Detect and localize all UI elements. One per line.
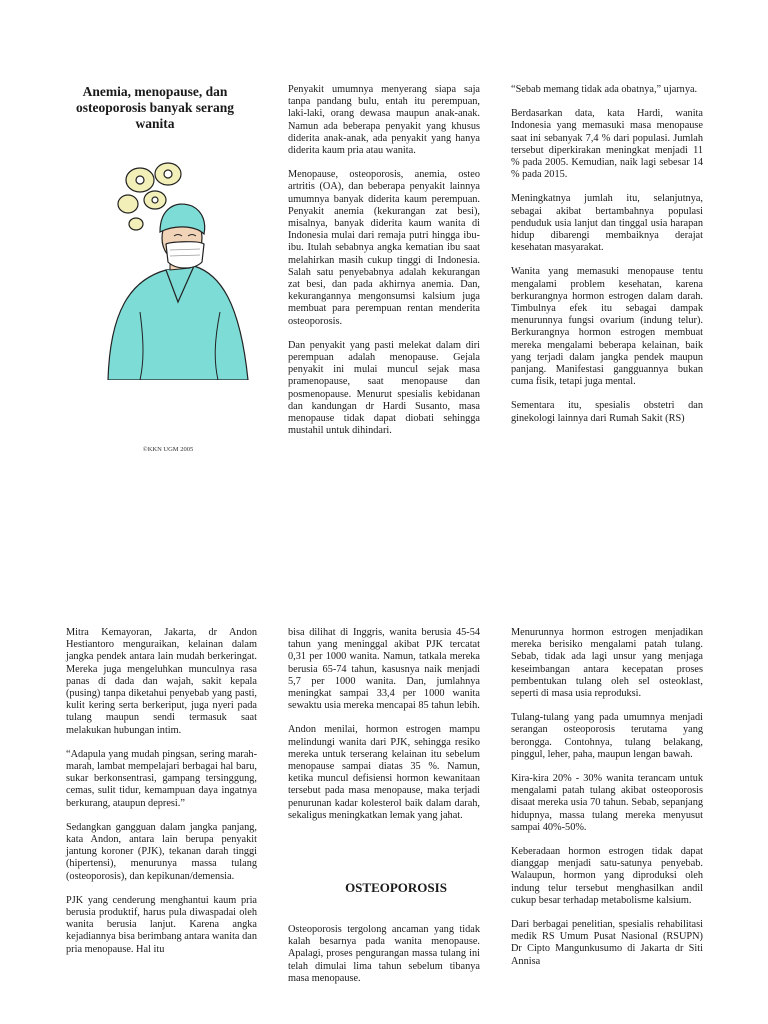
top-column-2 bbox=[288, 84, 480, 449]
paragraph: Dan penyakit yang pasti melekat dalam diri perempuan adalah menopause. Gejala penyakit ini mulai muncul sejak masa pramenopause, saat menopause dan posmenopause. Menurut spesialis kebidanan dan kandungan dr Hardi Susanto, masa menopause tidak dapat diobati sehingga mustahil untuk dihindari. bbox=[288, 339, 480, 437]
paragraph: Mitra Kemayoran, Jakarta, dr Andon Hestiantoro menguraikan, kelainan dalam jangka pendek antara lain mudah berkeringat. Mereka juga mengeluhkan munculnya rasa panas di dada dan wajah, sakit kepala (pusing) tanpa diketahui penyebab yang pasti, kulit kering serta berkeriput, juga nyeri pada tulang maupun sendi termasuk saat melakukan hubungan intim. bbox=[66, 627, 257, 736]
paragraph: bisa dilihat di Inggris, wanita berusia 45-54 tahun yang meninggal akibat PJK tercatat 0,31 per 1000 wanita. Namun, tatkala mereka berusia 65-74 tahun, kasusnya naik menjadi 5,7 per 1000 wanita. Dan, jumlahnya meningkat sampai 33,4 per 1000 wanita sewaktu usia mereka mencapai 85 tahun lebih. bbox=[288, 627, 480, 712]
paragraph: PJK yang cenderung menghantui kaum pria berusia produktif, harus pula diwaspadai oleh wanita berusia lanjut. Karena angka kejadiannya bisa berimbang antara wanita dan pria menopause. Hal itu bbox=[66, 894, 257, 955]
paragraph: Menopause, osteoporosis, anemia, osteo artritis (OA), dan beberapa penyakit lainnya umumnya banyak diderita kaum perempuan. Penyakit anemia (kekurangan zat besi), misalnya, banyak diderita kaum wanita di Indonesia mulai dari remaja putri hingga ibu-ibu. Itulah sebabnya angka kematian ibu saat melahirkan masih cukup tinggi di Indonesia. Salah satu penyebabnya adalah kekurangan zat besi, dan pada akhirnya anemia. Dan, kekurangannya mengonsumsi kalsium juga membuat para perempuan rentan menderita osteoporosis. bbox=[288, 169, 480, 327]
section-heading: OSTEOPOROSIS bbox=[345, 880, 447, 895]
surgeon-clipart bbox=[100, 162, 250, 380]
top-column-3 bbox=[511, 84, 703, 437]
bottom-column-2-after-heading bbox=[288, 924, 480, 997]
paragraph: Wanita yang memasuki menopause tentu mengalami problem kesehatan, karena berkurangnya hormon estrogen dalam darah. Timbulnya efek itu sebagai dampak menurunnya fungsi ovarium (indung telur). Berkurangnya hormon estrogen membuat mereka mengalami beberapa kelainan, baik yang terjadi dalam jangka pendek maupun panjang. Manifestasi gangguannya bukan cuma fisik, tetapi juga mental. bbox=[511, 266, 703, 388]
bottom-column-1 bbox=[66, 627, 257, 968]
paragraph: Tulang-tulang yang pada umumnya menjadi serangan osteoporosis terutama yang berongga. Contohnya, tulang belakang, pinggul, leher, paha, maupun lengan bawah. bbox=[511, 712, 703, 760]
paragraph: Keberadaan hormon estrogen tidak dapat dianggap menjadi satu-satunya penyebab. Walaupun, hormon yang diproduksi oleh indung telur tersebut menghasilkan andil cukup besar terhadap metabolisme kalsium. bbox=[511, 846, 703, 906]
paragraph: Penyakit umumnya menyerang siapa saja tanpa pandang bulu, entah itu perempuan, laki-laki, orang dewasa maupun anak-anak. Namun ada beberapa penyakit yang khusus diderita anak-anak, ada penyakit yang hanya diderita kaum pria atau wanita. bbox=[288, 84, 480, 157]
image-credit: ©KKN UGM 2005 bbox=[142, 446, 194, 453]
paragraph: “Adapula yang mudah pingsan, sering marah-marah, lambat mempelajari berbagai hal baru, sukar berkonsentrasi, gampang tersinggung, cemas, sulit tidur, kemampuan daya ingatnya berkurang, ataupun depresi.” bbox=[66, 748, 257, 809]
paragraph: Sedangkan gangguan dalam jangka panjang, kata Andon, antara lain berupa penyakit jantung koroner (PJK), tekanan darah tinggi (hipertensi), menurunya massa tulang (osteoporosis), dan kepikunan/demensia. bbox=[66, 821, 257, 882]
paragraph: Menurunnya hormon estrogen menjadikan mereka berisiko mengalami patah tulang. Sebab, tidak ada lagi unsur yang menjaga keseimbangan antara kecepatan proses pembentukan tulang oleh sel osteoklast, seperti di masa usia reproduksi. bbox=[511, 627, 703, 700]
paragraph: Kira-kira 20% - 30% wanita terancam untuk mengalami patah tulang akibat osteoporosis disaat mereka usia 70 tahun. Sebab, sepanjang hidupnya, massa tulang mereka menyusut sampai 40%-50%. bbox=[511, 773, 703, 833]
bottom-column-2 bbox=[288, 627, 480, 834]
paragraph: Andon menilai, hormon estrogen mampu melindungi wanita dari PJK, sehingga resiko mereka untuk terserang kelainan itu sebelum menopause sampai diatas 35 %. Namun, ketika muncul defisiensi hormon kewanitaan tersebut pada masa menopause, maka terjadi penurunan kadar kolesterol baik dalam darah, sekaligus meningkatkan lemak yang jahat. bbox=[288, 724, 480, 821]
paragraph: Dari berbagai penelitian, spesialis rehabilitasi medik RS Umum Pusat Nasional (RSUPN) Dr Cipto Mangunkusumo di Jakarta dr Siti Annisa bbox=[511, 919, 703, 967]
paragraph: “Sebab memang tidak ada obatnya,” ujarnya. bbox=[511, 84, 698, 95]
article-title: Anemia, menopause, dan osteoporosis banyak serang wanita bbox=[75, 84, 235, 131]
paragraph: Meningkatnya jumlah itu, selanjutnya, sebagai akibat bertambahnya populasi penduduk usia lanjut dan tinggal usia harapan hidup dibarengi membaiknya derajat kesehatan masyarakat. bbox=[511, 193, 703, 254]
paragraph: Osteoporosis tergolong ancaman yang tidak kalah besarnya pada wanita menopause. Apalagi, proses pengurangan massa tulang ini telah dimulai lima tahun sebelum tibanya masa menopause. bbox=[288, 924, 480, 984]
bottom-column-3 bbox=[511, 627, 703, 980]
paragraph: Berdasarkan data, kata Hardi, wanita Indonesia yang memasuki masa menopause saat ini sebanyak 7,4 % dari populasi. Jumlah tersebut diperkirakan meningkat menjadi 11 % pada 2005. Kemudian, naik lagi sebesar 14 % pada 2015. bbox=[511, 108, 703, 181]
paragraph: Sementara itu, spesialis obstetri dan ginekologi lainnya dari Rumah Sakit (RS) bbox=[511, 400, 703, 424]
